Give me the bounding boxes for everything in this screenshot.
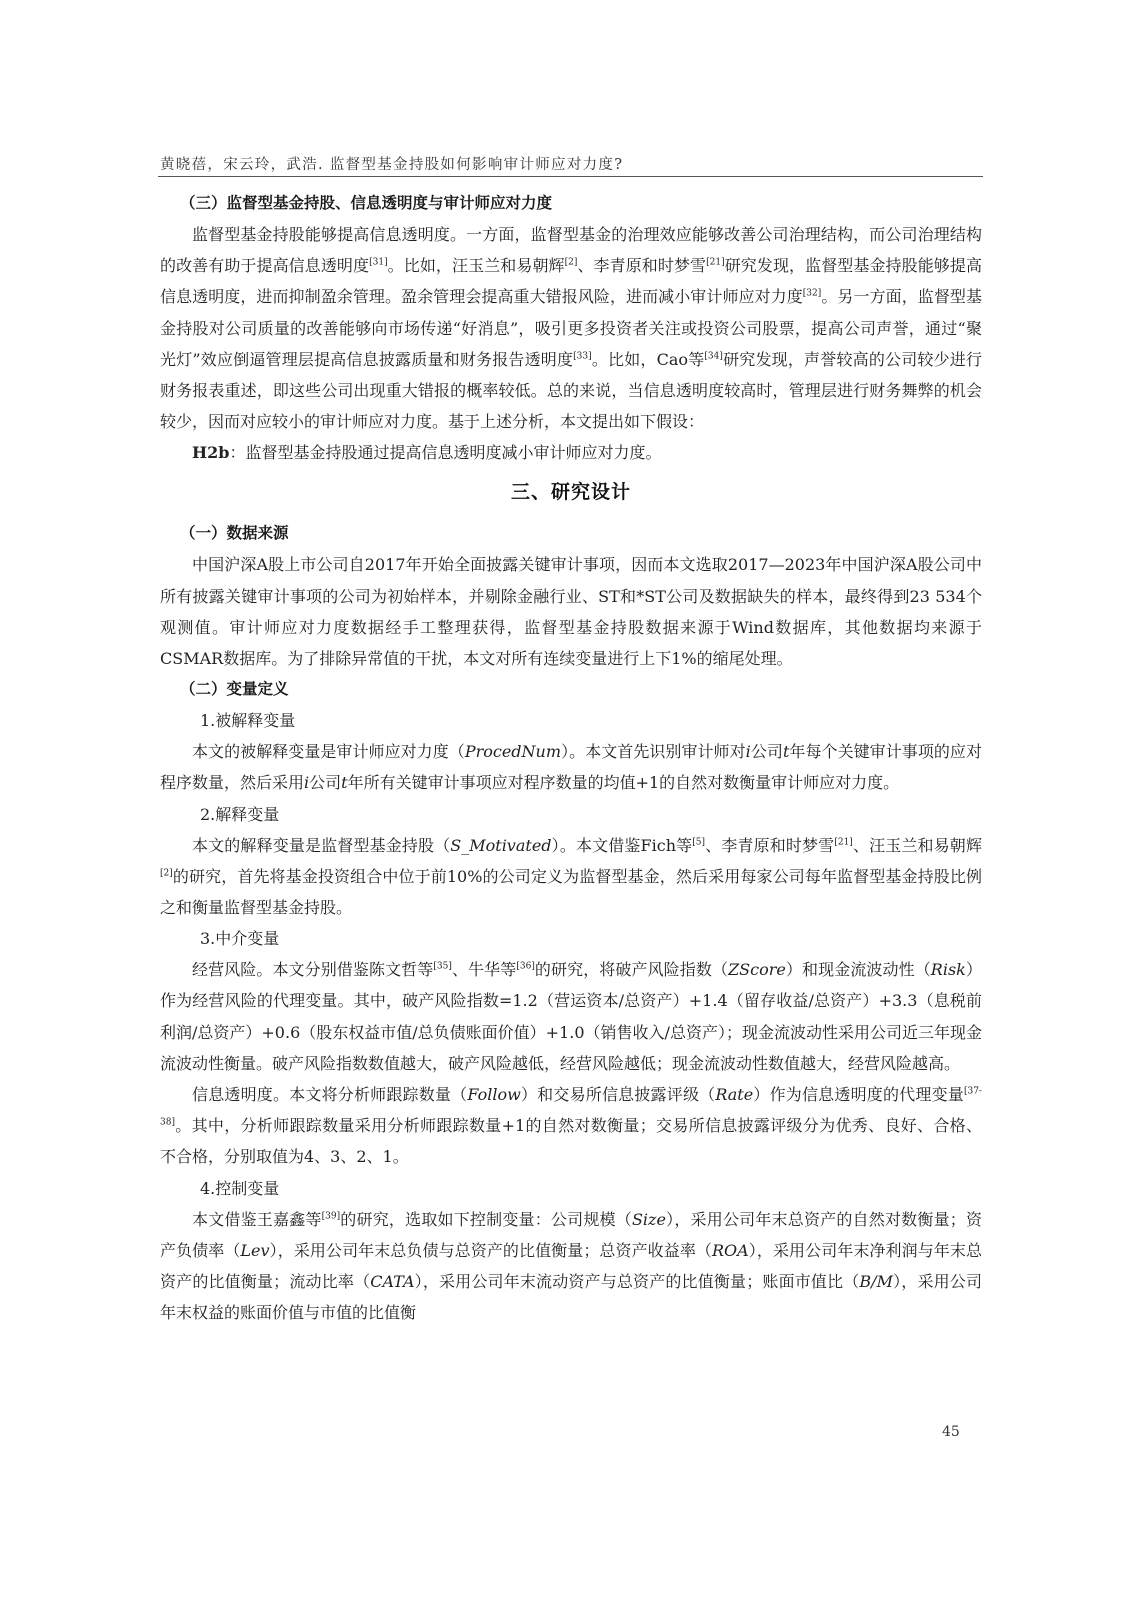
citation: [21] — [834, 837, 853, 848]
citation: [35] — [433, 961, 452, 972]
hypothesis-h2b: H2b：监督型基金持股通过提高信息透明度减小审计师应对力度。 — [192, 443, 662, 463]
citation: [34] — [704, 351, 723, 362]
body-text — [160, 188, 982, 1328]
paragraph-transparency: 监督型基金持股能够提高信息透明度。一方面，监督型基金的治理效应能够改善公司治理结构，而公司治理结构的改善有助于提高信息透明度[31]。比如，汪玉兰和易朝辉[2]、李青原和时梦雪[21]研究发现，监督型基金持股能够提高信息透明度，进而抑制盈余管理。盈余管理会提高重大错报风险，进而减小审计师应对力度[32]。另一方面，监督型基金持股对公司质量的改善能够向市场传递“好消息”，吸引更多投资者关注或投资公司股票，提高公司声誉，通过“聚光灯”效应倒逼管理层提高信息披露质量和财务报告透明度[33]。比如，Cao等[34]研究发现，声誉较高的公司较少进行财务报表重述，即这些公司出现重大错报的概率较低。总的来说，当信息透明度较高时，管理层进行财务舞弊的机会较少，因而对应较小的审计师应对力度。基于上述分析，本文提出如下假设： — [160, 225, 982, 432]
page-number: 45 — [942, 1424, 960, 1440]
citation: [37-38] — [160, 1086, 982, 1128]
running-head: 黄晓蓓，宋云玲，武浩. 监督型基金持股如何影响审计师应对力度? — [160, 157, 624, 173]
citation: [2] — [564, 257, 578, 268]
variable-heading-independent: 2.解释变量 — [200, 804, 280, 824]
subsection-heading-3: （三）监督型基金持股、信息透明度与审计师应对力度 — [180, 194, 553, 212]
variable-heading-dependent: 1.被解释变量 — [200, 711, 296, 731]
citation: [21] — [706, 257, 725, 268]
paragraph-data-source: 中国沪深A股上市公司自2017年开始全面披露关键审计事项，因而本文选取2017—2023年中国沪深A股公司中所有披露关键审计事项的公司为初始样本，并剔除金融行业、ST和*ST公司及数据缺失的样本，最终得到23 534个观测值。审计师应对力度数据经手工整理获得，监督型基金持股数据来源于Wind数据库，其他数据均来源于CSMAR数据库。为了排除异常值的干扰，本文对所有连续变量进行上下1%的缩尾处理。 — [160, 555, 982, 669]
subsection-heading-data-source: （一）数据来源 — [180, 524, 289, 543]
citation: [33] — [573, 351, 592, 362]
paragraph-control-variables: 本文借鉴王嘉鑫等[39]的研究，选取如下控制变量：公司规模（Size），采用公司年末总资产的自然对数衡量；资产负债率（Lev），采用公司年末总负债与总资产的比值衡量；总资产收益率（ROA），采用公司年末净利润与年末总资产的比值衡量；流动比率（CATA），采用公司年末流动资产与总资产的比值衡量；账面市值比（B/M），采用公司年末权益的账面价值与市值的比值衡 — [160, 1209, 982, 1323]
header-rule — [158, 176, 983, 177]
citation: [5] — [692, 837, 706, 848]
paragraph-information-transparency: 信息透明度。本文将分析师跟踪数量（Follow）和交易所信息披露评级（Rate）作为信息透明度的代理变量[37-38]。其中，分析师跟踪数量采用分析师跟踪数量+1的自然对数衡量；交易所信息披露评级分为优秀、良好、合格、不合格，分别取值为4、3、2、1。 — [160, 1085, 982, 1167]
citation: [2] — [160, 868, 173, 879]
section-heading-research-design: 三、研究设计 — [510, 481, 631, 504]
paragraph-operating-risk: 经营风险。本文分别借鉴陈文哲等[35]、牛华等[36]的研究，将破产风险指数（ZScore）和现金流波动性（Risk）作为经营风险的代理变量。其中，破产风险指数=1.2（营运资本/总资产）+1.4（留存收益/总资产）+3.3（息税前利润/总资产）+0.6（股东权益市值/总负债账面价值）+1.0（销售收入/总资产）；现金流波动性采用公司近三年现金流波动性衡量。破产风险指数数值越大，破产风险越低，经营风险越低；现金流波动性数值越大，经营风险越高。 — [160, 960, 982, 1073]
citation: [31] — [369, 257, 388, 268]
variable-heading-controls: 4.控制变量 — [200, 1178, 280, 1198]
citation: [36] — [516, 961, 535, 972]
citation: [32] — [802, 289, 822, 300]
variable-heading-mediator: 3.中介变量 — [200, 929, 280, 949]
subsection-heading-variables: （二）变量定义 — [180, 680, 289, 699]
citation: [39] — [321, 1211, 341, 1222]
paragraph-independent-variable: 本文的解释变量是监督型基金持股（S_Motivated）。本文借鉴Fich等[5]、李青原和时梦雪[21]、汪玉兰和易朝辉[2]的研究，首先将基金投资组合中位于前10%的公司定义为监督型基金，然后采用每家公司每年监督型基金持股比例之和衡量监督型基金持股。 — [160, 835, 982, 918]
paragraph-dependent-variable: 本文的被解释变量是审计师应对力度（ProcedNum）。本文首先识别审计师对i公司t年每个关键审计事项的应对程序数量，然后采用i公司t年所有关键审计事项应对程序数量的均值+1的自然对数衡量审计师应对力度。 — [160, 742, 982, 793]
